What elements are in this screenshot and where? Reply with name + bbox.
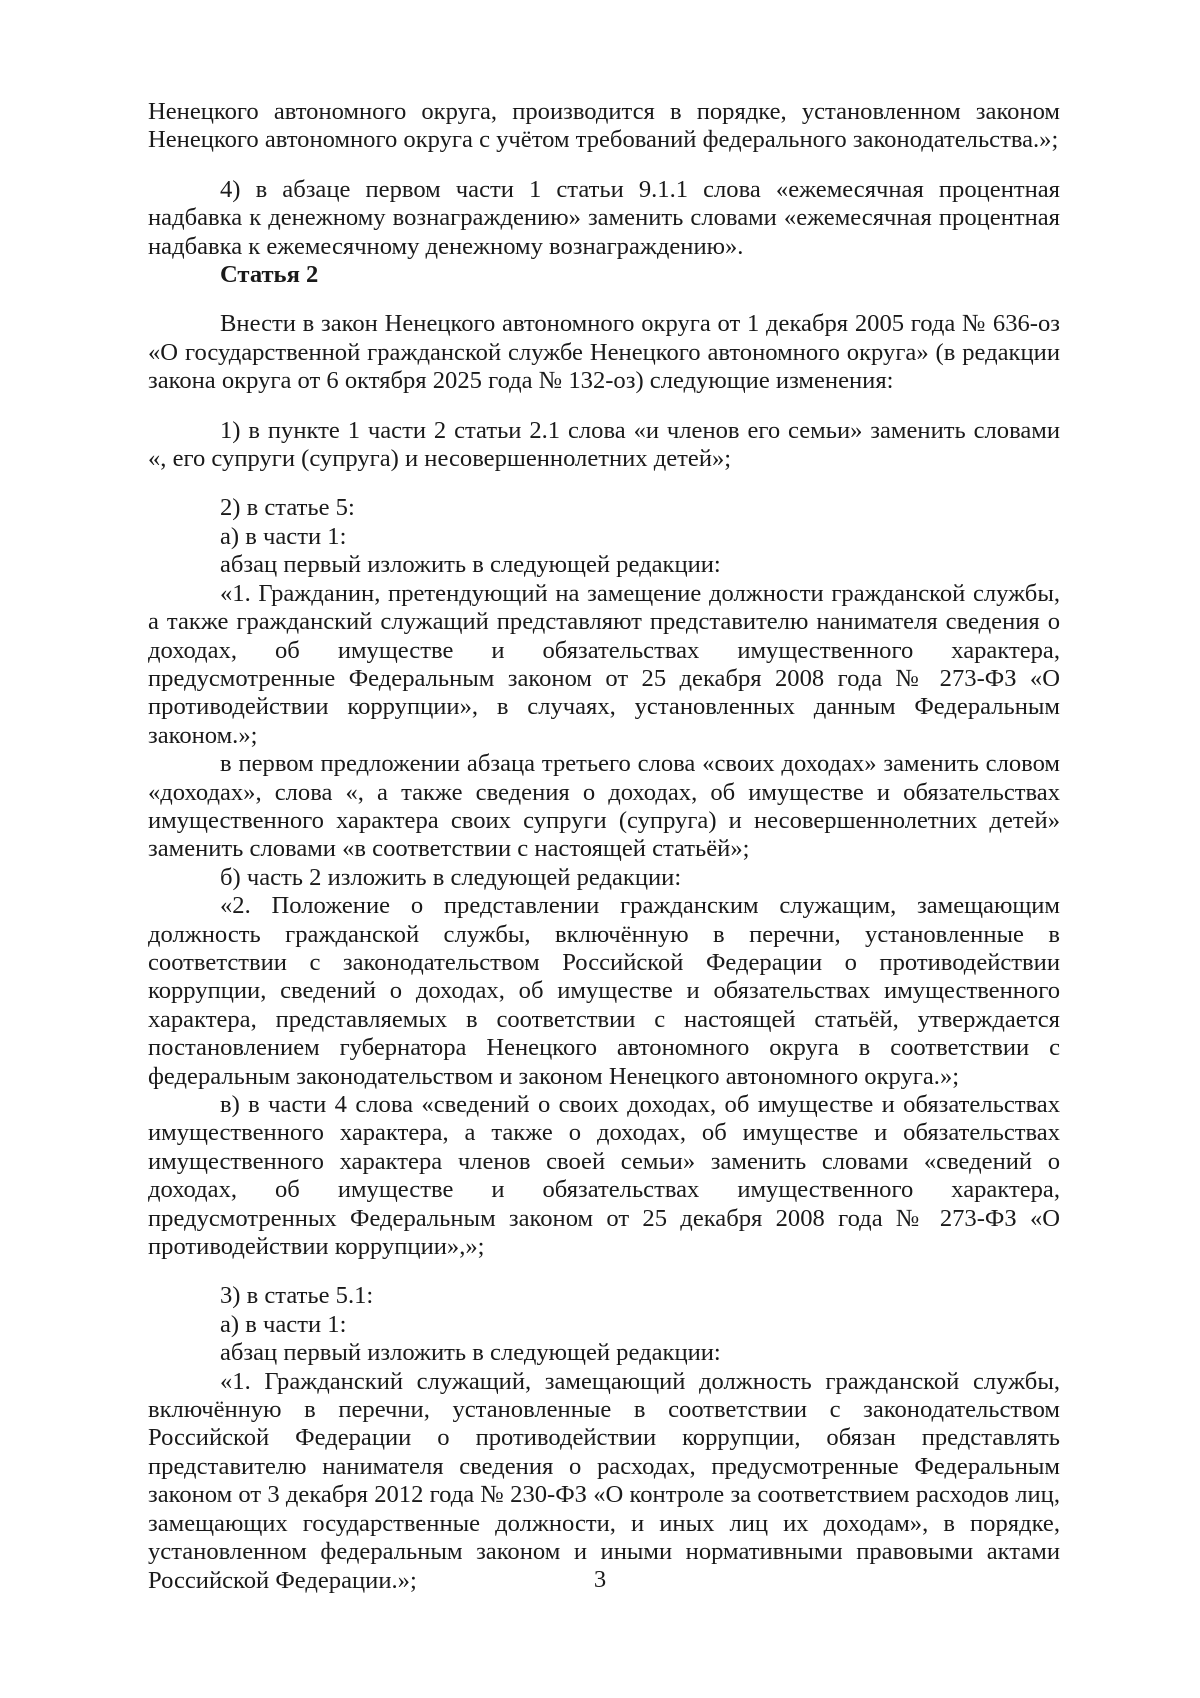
- paragraph-subitem-v: в) в части 4 слова «сведений о своих доходах, об имуществе и обязательствах имущественного характера, а также о доходах, об имуществе и обязательствах имущественного характера членов своей семьи» заменить словами «сведений о доходах, об имуществе и обязательствах имущественного характера, предусмотренных Федеральным законом от 25 декабря 2008 года № 273-ФЗ «О противодействии коррупции»,»;: [148, 1091, 1060, 1261]
- paragraph-subitem-a: а) в части 1:: [220, 522, 347, 550]
- article-heading: Статья 2: [220, 261, 319, 289]
- paragraph-article-intro: Внести в закон Ненецкого автономного округа от 1 декабря 2005 года № 636-оз «О государственной гражданской службе Ненецкого автономного округа» (в редакции закона округа от 6 октября 2025 года № 132-оз) следующие изменения:: [148, 310, 1060, 395]
- paragraph-subitem-a-2: а) в части 1:: [220, 1310, 347, 1338]
- paragraph-continuation: Ненецкого автономного округа, производится в порядке, установленном законом Ненецкого автономного округа с учётом требований федерального законодательства.»;: [148, 98, 1060, 154]
- paragraph-item-3: 3) в статье 5.1:: [220, 1282, 374, 1310]
- paragraph-abzac: абзац первый изложить в следующей редакции:: [220, 551, 721, 579]
- paragraph-abzac-2: абзац первый изложить в следующей редакции:: [220, 1339, 721, 1367]
- paragraph-first-sentence: в первом предложении абзаца третьего слова «своих доходах» заменить словом «доходах», слова «, а также сведения о доходах, об имуществе и обязательствах имущественного характера своих супруги (супруга) и несовершеннолетних детей» заменить словами «в соответствии с настоящей статьёй»;: [148, 750, 1060, 863]
- paragraph-item-4: 4) в абзаце первом части 1 статьи 9.1.1 слова «ежемесячная процентная надбавка к денежному вознаграждению» заменить словами «ежемесячная процентная надбавка к ежемесячному денежному вознаграждению».: [148, 175, 1060, 260]
- document-body: [148, 98, 1060, 1595]
- paragraph-quote-2: «2. Положение о представлении гражданским служащим, замещающим должность гражданской службы, включённую в перечни, установленные в соответствии с законодательством Российской Федерации о противодействии коррупции, сведений о доходах, об имуществе и обязательствах имущественного характера, представляемых в соответствии с настоящей статьёй, утверждается постановлением губернатора Ненецкого автономного округа в соответствии с федеральным законодательством и законом Ненецкого автономного округа.»;: [148, 892, 1060, 1090]
- paragraph-quote-3: «1. Гражданский служащий, замещающий должность гражданской службы, включённую в перечни, установленные в соответствии с законодательством Российской Федерации о противодействии коррупции, обязан представлять представителю нанимателя сведения о расходах, предусмотренные Федеральным законом от 3 декабря 2012 года № 230-ФЗ «О контроле за соответствием расходов лиц, замещающих государственные должности, и иных лиц их доходам», в порядке, установленном федеральным законом и иными нормативными правовыми актами Российской Федерации.»;: [148, 1367, 1060, 1594]
- paragraph-item-2: 2) в статье 5:: [220, 494, 355, 522]
- paragraph-subitem-b: б) часть 2 изложить в следующей редакции:: [220, 863, 682, 891]
- paragraph-quote-1: «1. Гражданин, претендующий на замещение должности гражданской службы, а также гражданский служащий представляют представителю нанимателя сведения о доходах, об имуществе и обязательствах имущественного характера, предусмотренные Федеральным законом от 25 декабря 2008 года № 273-ФЗ «О противодействии коррупции», в случаях, установленных данным Федеральным законом.»;: [148, 579, 1060, 749]
- page-number: 3: [593, 1566, 607, 1593]
- paragraph-item-1: 1) в пункте 1 части 2 статьи 2.1 слова «и членов его семьи» заменить словами «, его супруги (супруга) и несовершеннолетних детей»;: [148, 416, 1060, 473]
